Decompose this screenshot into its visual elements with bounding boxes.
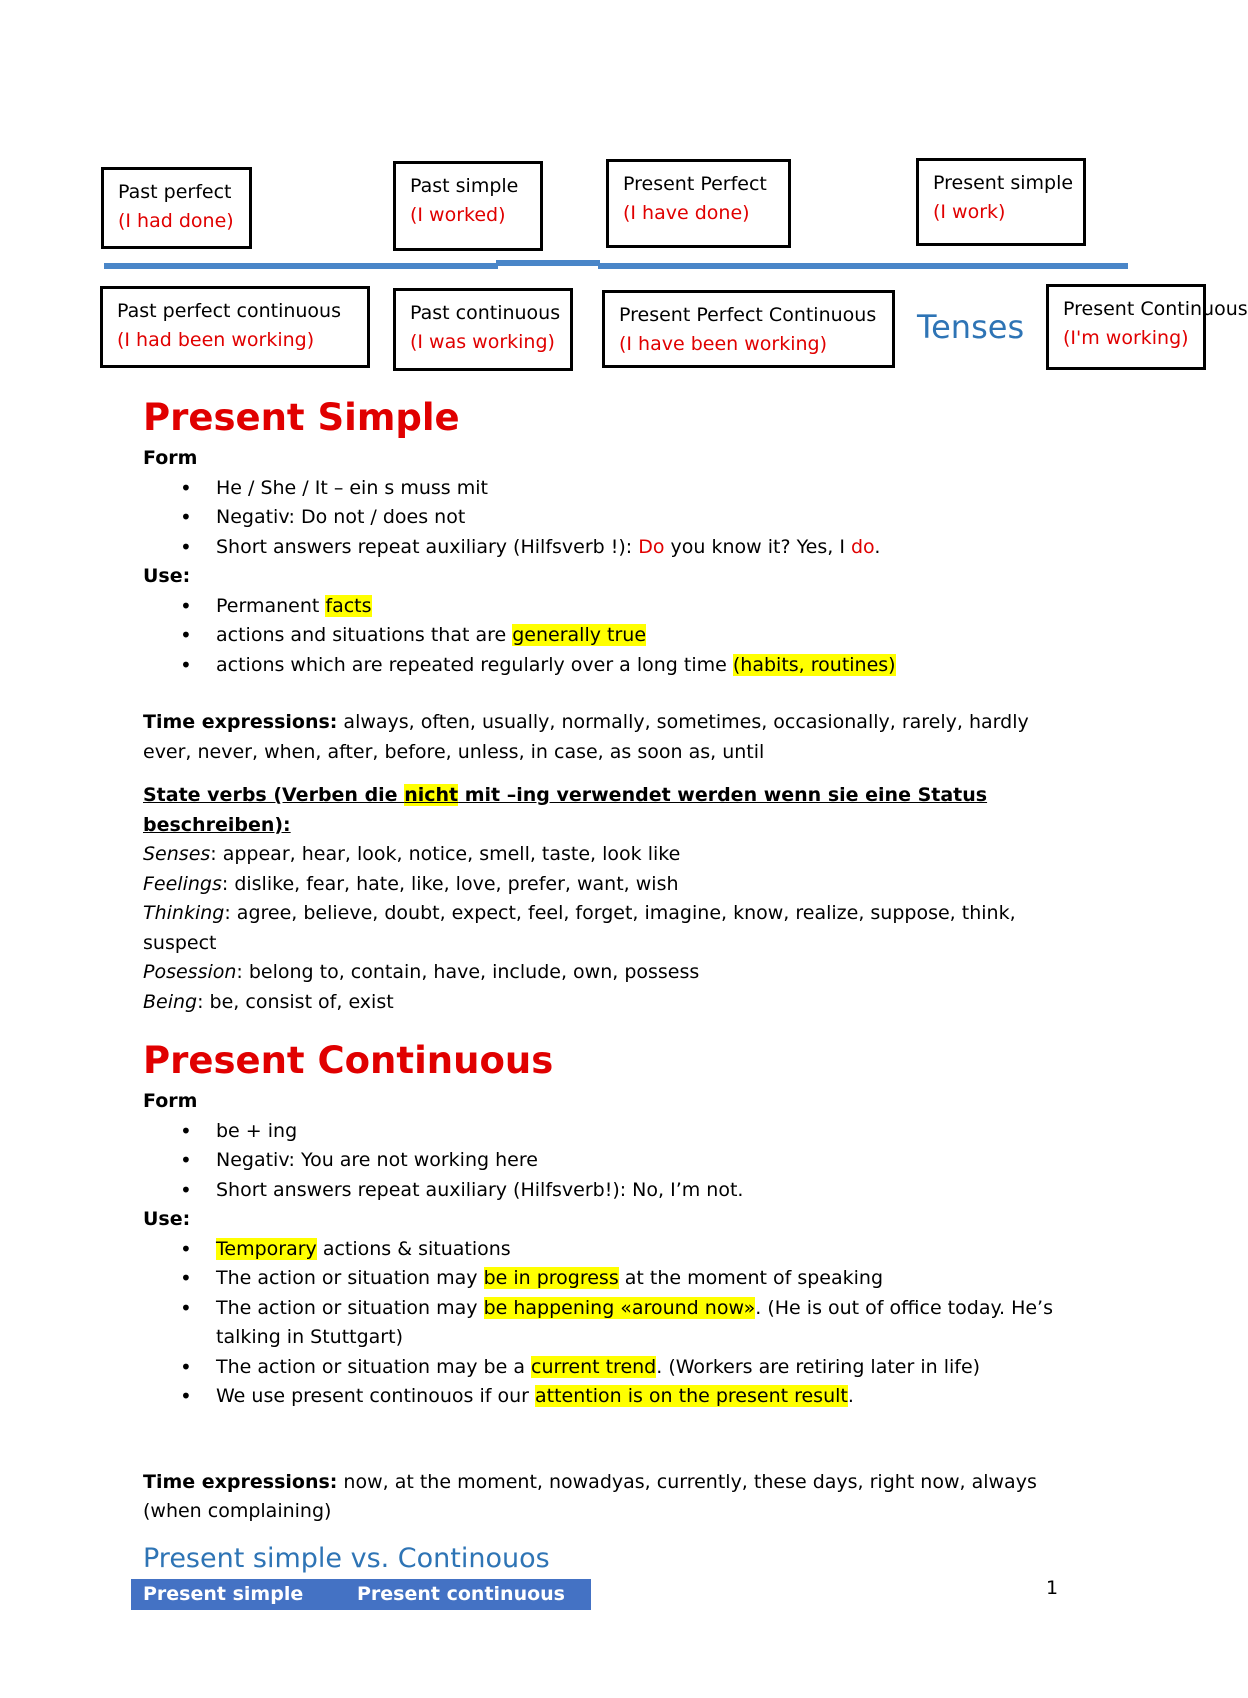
tense-example: (I worked)	[410, 204, 506, 226]
tense-name: Present simple	[933, 172, 1074, 194]
red-text: Do	[638, 535, 665, 558]
tense-box-present-continuous	[1046, 284, 1248, 370]
list-item	[143, 592, 1083, 622]
category-label: Thinking	[143, 902, 225, 924]
list-item	[143, 1264, 1083, 1294]
category-label: Posession	[143, 961, 237, 983]
list-item	[143, 1146, 1083, 1176]
tense-example: (I had been working)	[117, 329, 315, 351]
category-text: : dislike, fear, hate, like, love, prefer, want, wish	[221, 872, 679, 895]
category-label: Senses	[143, 843, 211, 865]
list-item-text: you know it? Yes, I	[664, 535, 851, 558]
state-verbs-heading-text: mit –ing verwendet werden wenn sie eine Status beschreiben):	[143, 784, 988, 836]
list-item	[143, 1353, 1083, 1383]
tense-name: Past perfect	[118, 181, 232, 203]
tense-box-past-simple	[393, 161, 543, 251]
category-text: : appear, hear, look, notice, smell, taste, look like	[210, 843, 681, 865]
time-expressions	[143, 708, 1083, 767]
list-item-text: .	[874, 535, 881, 558]
highlighted-text: be happening «around now»	[483, 1296, 756, 1319]
time-expressions-text: now, at the moment, nowadyas, currently, these days, right now, always (when complaining)	[143, 1470, 1037, 1522]
tenses-label: Tenses	[917, 308, 1025, 346]
state-verbs-senses	[143, 840, 1083, 870]
tense-box-present-perfect	[606, 159, 791, 248]
list-item-text: He / She / It – ein s muss mit	[216, 476, 488, 499]
list-item-text: Negativ: Do not / does not	[216, 506, 466, 528]
page-number: 1	[1046, 1577, 1059, 1599]
list-item-text: at the moment of speaking	[618, 1267, 884, 1289]
tense-box-present-simple	[916, 158, 1086, 246]
list-item	[143, 1117, 1083, 1147]
state-verbs-thinking	[143, 899, 1083, 958]
table-header-cell: Present continuous	[357, 1582, 565, 1605]
highlighted-text: Temporary	[216, 1237, 317, 1260]
list-item-text: Negativ: You are not working here	[216, 1149, 538, 1171]
form-label: Form	[143, 1090, 198, 1112]
highlighted-text: (habits, routines)	[732, 653, 896, 676]
time-expressions-text: always, often, usually, normally, sometimes, occasionally, rarely, hardly ever, never, when, after, before, unless, in case, as soon as, until	[143, 711, 1029, 763]
timeline-line	[598, 263, 1128, 269]
state-verbs-feelings	[143, 870, 1083, 900]
present-simple-use-list	[143, 592, 1083, 681]
list-item-text: be + ing	[216, 1119, 298, 1142]
tense-example: (I work)	[933, 201, 1006, 223]
use-label: Use:	[143, 565, 191, 587]
timeline-line	[104, 263, 498, 269]
tense-example: (I was working)	[410, 331, 555, 353]
comparison-heading: Present simple vs. Continouos	[143, 1542, 550, 1574]
list-item-text: actions & situations	[316, 1237, 511, 1260]
present-simple-heading: Present Simple	[143, 396, 460, 439]
table-header-cell: Present simple	[143, 1582, 304, 1605]
highlighted-text: facts	[325, 594, 372, 617]
tense-box-past-continuous	[393, 288, 573, 371]
list-item-text: Short answers repeat auxiliary (Hilfsverb!): No, I’m not.	[216, 1178, 744, 1201]
list-item-text: Permanent	[216, 594, 326, 617]
present-continuous-heading: Present Continuous	[143, 1039, 554, 1082]
category-text: : belong to, contain, have, include, own, possess	[236, 961, 700, 983]
tense-example: (I have done)	[623, 202, 750, 224]
tense-box-past-perfect-continuous	[100, 286, 370, 368]
highlighted-text: nicht	[404, 784, 459, 806]
highlighted-text: current trend	[531, 1355, 657, 1378]
category-label: Feelings	[143, 872, 222, 895]
list-item	[143, 1294, 1083, 1353]
list-item	[143, 474, 1083, 504]
highlighted-text: attention is on the present result	[534, 1385, 848, 1407]
present-continuous-use-list	[143, 1235, 1083, 1412]
list-item-text: The action or situation may	[216, 1267, 484, 1289]
list-item	[143, 503, 1083, 533]
list-item	[143, 1176, 1083, 1206]
present-continuous-form-list	[143, 1117, 1083, 1206]
state-verbs-heading-text: State verbs (Verben die	[143, 784, 405, 806]
present-simple-form-list	[143, 474, 1083, 563]
list-item-text: . (He is out of office today. He’s talking in Stuttgart)	[216, 1296, 1053, 1348]
document-body	[143, 392, 1083, 1610]
list-item	[143, 533, 1083, 563]
comparison-table-header	[131, 1579, 591, 1610]
list-item-text: .	[847, 1385, 854, 1407]
highlighted-text: generally true	[512, 624, 647, 646]
category-text: : agree, believe, doubt, expect, feel, forget, imagine, know, realize, suppose, think, suspect	[143, 902, 1016, 954]
list-item-text: We use present continouos if our	[216, 1385, 535, 1407]
category-label: Being	[143, 990, 198, 1013]
tense-box-past-perfect	[101, 167, 252, 249]
state-verbs-heading	[143, 781, 1083, 840]
list-item-text: . (Workers are retiring later in life)	[656, 1355, 981, 1378]
tense-box-present-perfect-continuous	[602, 290, 895, 368]
tense-name: Past perfect continuous	[117, 300, 342, 322]
time-expressions	[143, 1468, 1083, 1527]
list-item	[143, 651, 1083, 681]
form-label: Form	[143, 447, 198, 469]
list-item-text: The action or situation may be a	[216, 1355, 532, 1378]
highlighted-text: be in progress	[483, 1267, 619, 1289]
state-verbs-posession	[143, 958, 1083, 988]
list-item-text: actions which are repeated regularly over a long time	[216, 653, 733, 676]
tense-example: (I'm working)	[1063, 327, 1189, 349]
tense-name: Past continuous	[410, 302, 561, 324]
tense-name: Past simple	[410, 175, 519, 197]
red-text: do	[850, 535, 875, 558]
list-item	[143, 1235, 1083, 1265]
tense-name: Present Perfect	[623, 173, 767, 195]
use-label: Use:	[143, 1208, 191, 1230]
tense-name: Present Perfect Continuous	[619, 304, 877, 326]
state-verbs-being	[143, 988, 1083, 1018]
time-expressions-label: Time expressions:	[143, 1470, 338, 1493]
list-item-text: actions and situations that are	[216, 624, 513, 646]
time-expressions-label: Time expressions:	[143, 711, 338, 733]
list-item-text: Short answers repeat auxiliary (Hilfsverb !):	[216, 535, 639, 558]
list-item	[143, 1382, 1083, 1412]
tense-example: (I have been working)	[619, 333, 828, 355]
tense-example: (I had done)	[118, 210, 234, 232]
list-item-text: The action or situation may	[216, 1296, 484, 1319]
list-item	[143, 621, 1083, 651]
category-text: : be, consist of, exist	[197, 990, 394, 1013]
tense-name: Present Continuous	[1063, 298, 1248, 320]
timeline-line	[496, 260, 600, 266]
